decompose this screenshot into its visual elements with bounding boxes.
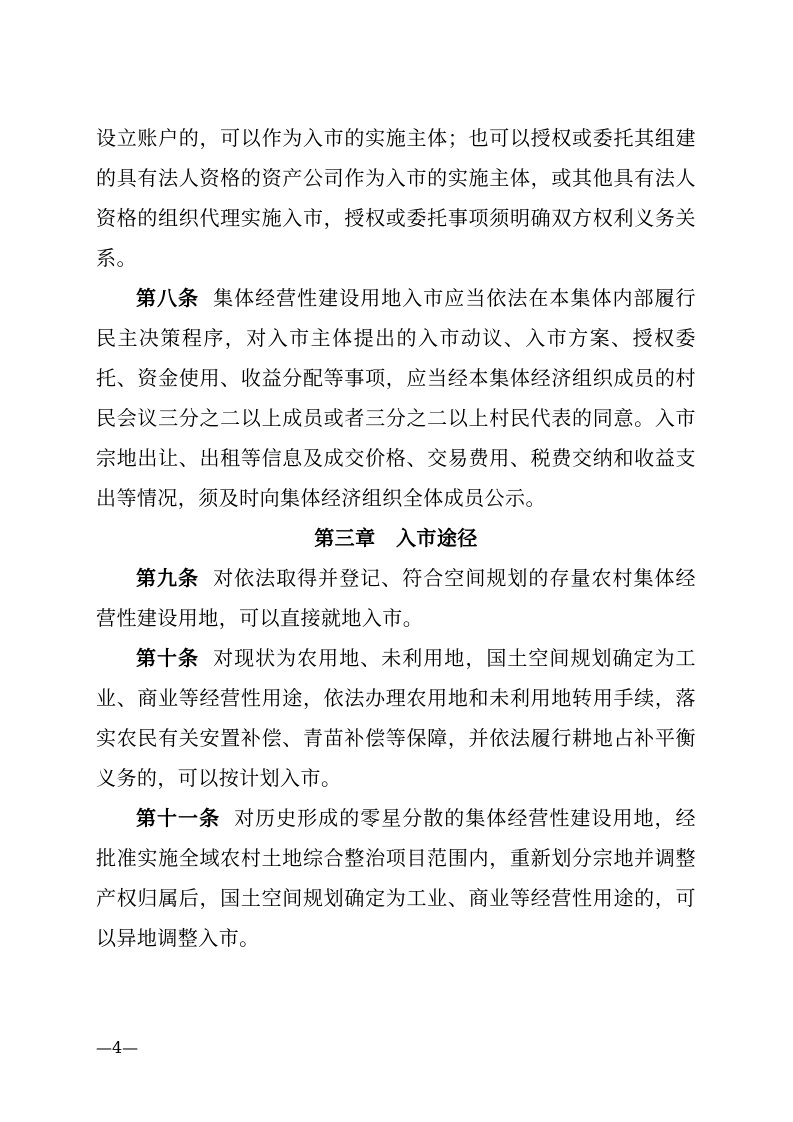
- article-10-text: 对现状为农用地、未利用地，国土空间规划确定为工业、商业等经营性用途，依法办理农用地和未利用地转用手续，落实农民有关安置补偿、青苗补偿等保障，并依法履行耕地占补平衡义务的，可以按计划入市。: [96, 646, 696, 790]
- chapter-heading: 第三章 入市途径: [314, 526, 478, 550]
- article-10-number: 第十条: [136, 646, 200, 670]
- text-block-lower: [96, 518, 696, 958]
- article-11-number: 第十一条: [136, 806, 221, 830]
- article-11: [96, 798, 696, 958]
- page-number: —4—: [96, 1038, 139, 1057]
- article-9: [96, 558, 696, 638]
- article-10: [96, 638, 696, 798]
- article-8: [96, 278, 696, 518]
- article-8-number: 第八条: [136, 286, 200, 310]
- article-9-number: 第九条: [136, 566, 200, 590]
- paragraph-continued: 设立账户的，可以作为入市的实施主体；也可以授权或委托其组建的具有法人资格的资产公司作为入市的实施主体，或其他具有法人资格的组织代理实施入市，授权或委托事项须明确双方权利义务关系。: [96, 126, 696, 270]
- article-8-text: 集体经营性建设用地入市应当依法在本集体内部履行民主决策程序，对入市主体提出的入市动议、入市方案、授权委托、资金使用、收益分配等事项，应当经本集体经济组织成员的村民会议三分之二以上成员或者三分之二以上村民代表的同意。入市宗地出让、出租等信息及成交价格、交易费用、税费交纳和收益支出等情况，须及时向集体经济组织全体成员公示。: [96, 286, 696, 510]
- text-block-upper: [96, 118, 696, 518]
- article-9-text: 对依法取得并登记、符合空间规划的存量农村集体经营性建设用地，可以直接就地入市。: [96, 566, 696, 630]
- article-11-text: 对历史形成的零星分散的集体经营性建设用地，经批准实施全域农村土地综合整治项目范围内，重新划分宗地并调整产权归属后，国土空间规划确定为工业、商业等经营性用途的，可以异地调整入市。: [96, 806, 696, 950]
